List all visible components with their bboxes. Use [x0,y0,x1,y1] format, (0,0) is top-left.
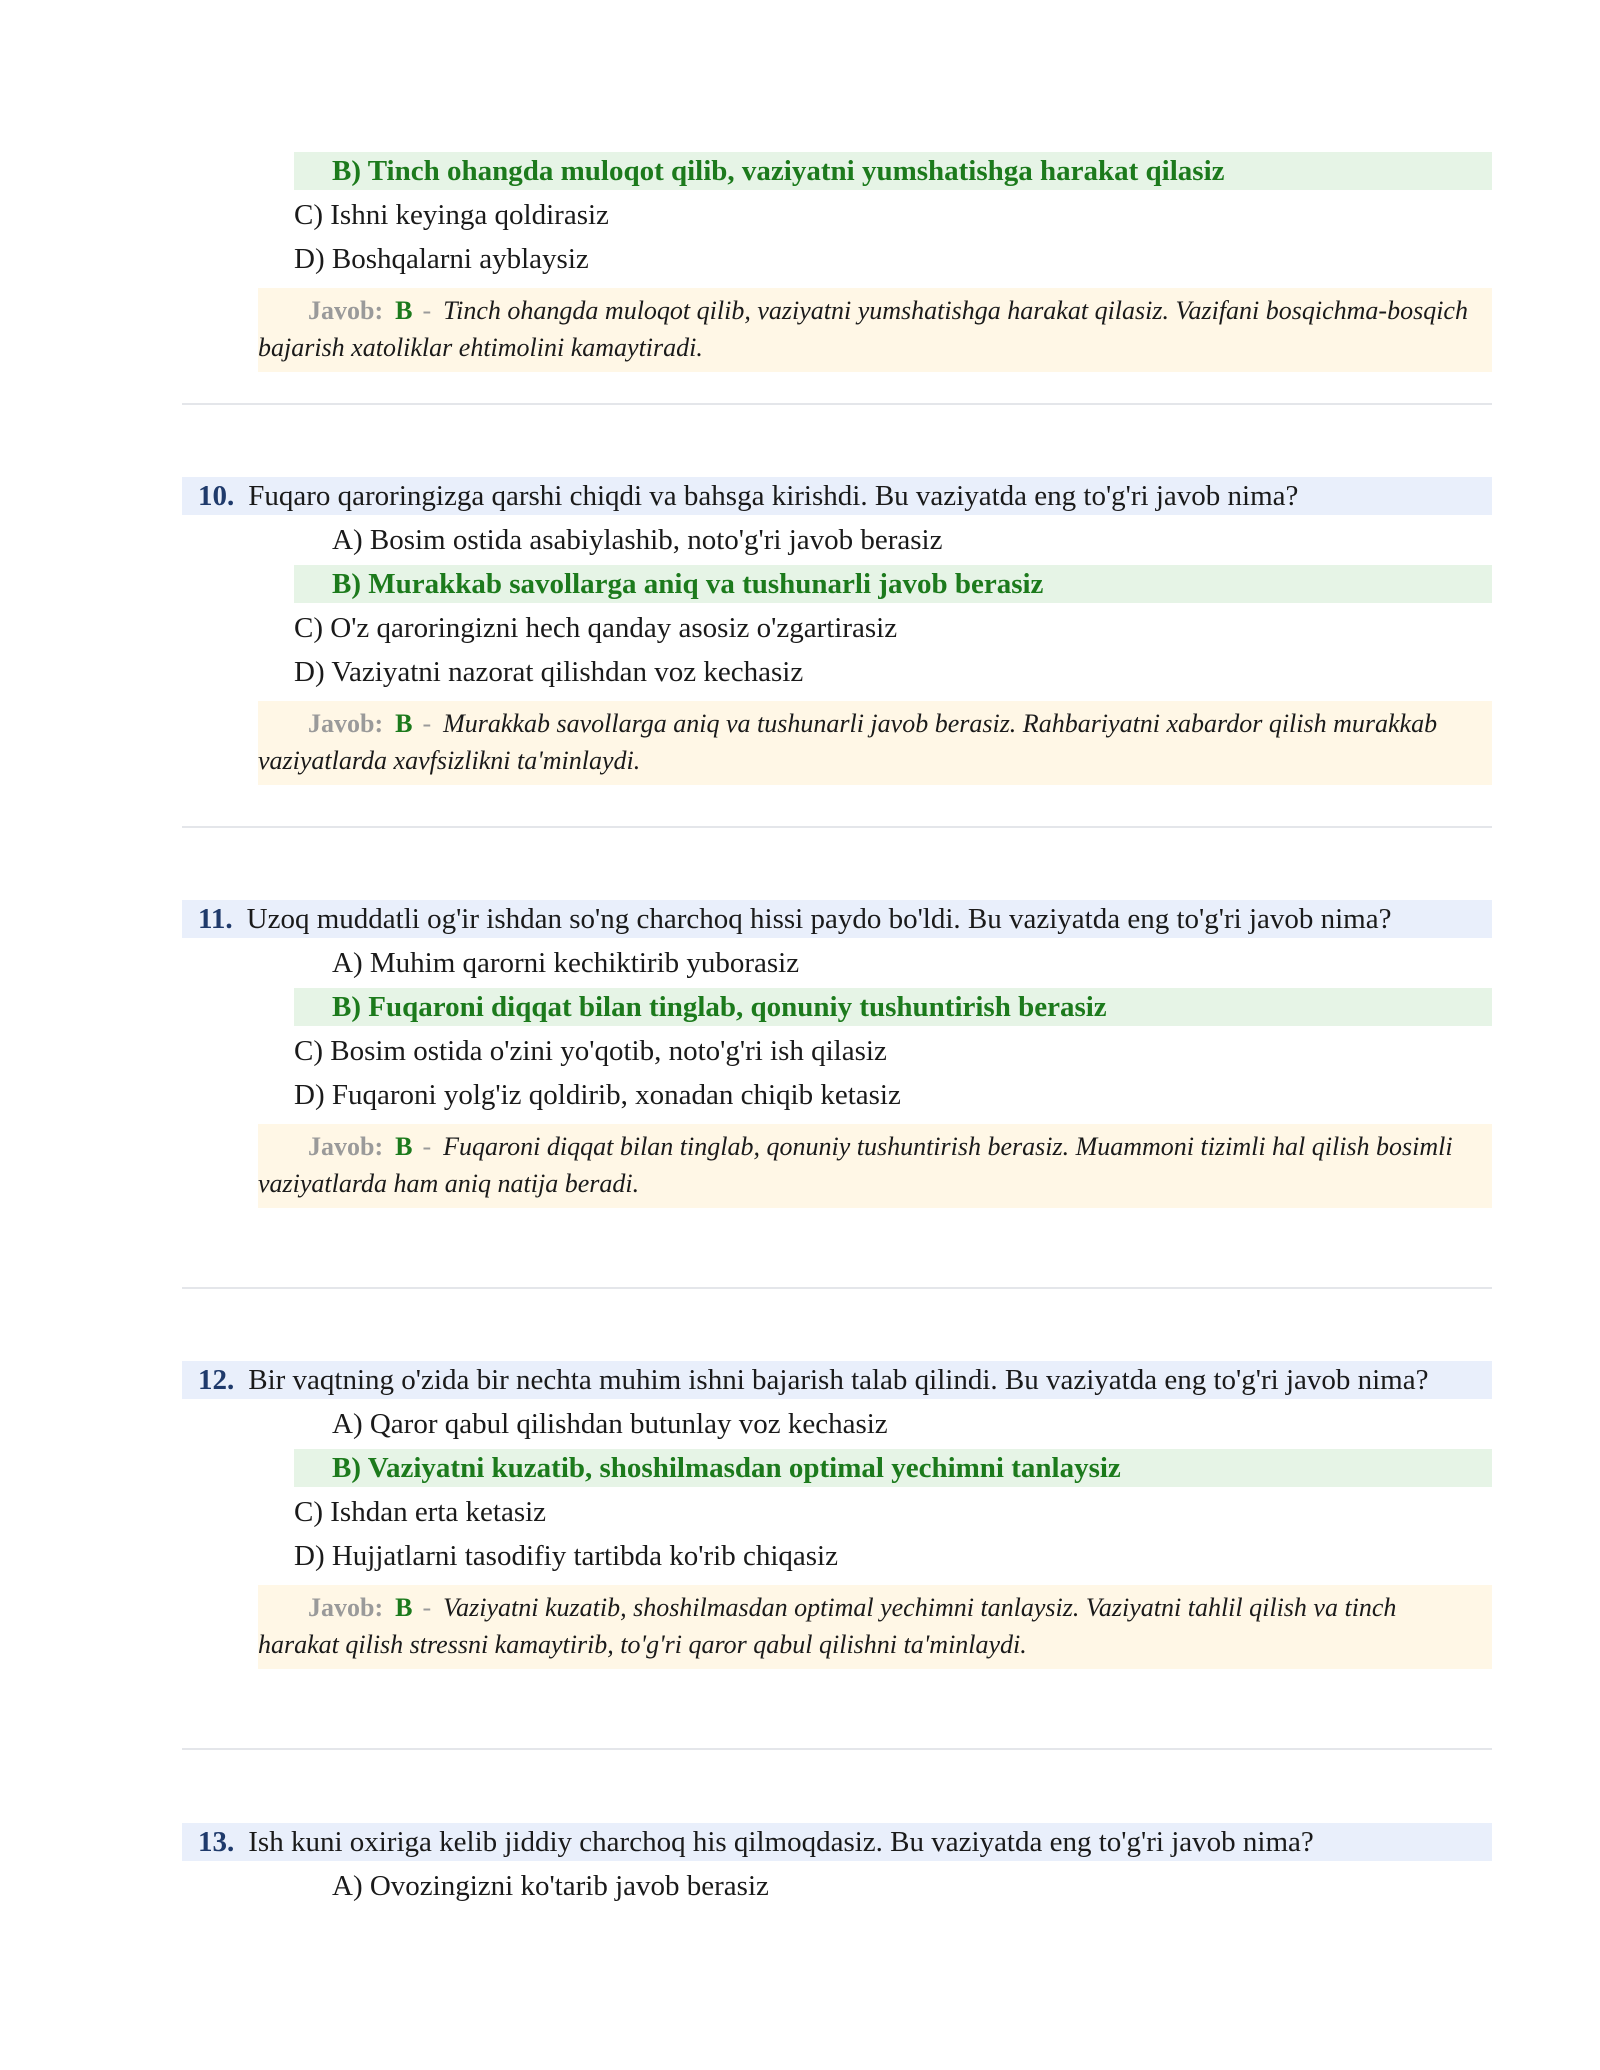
option-d: D) Fuqaroni yolg'iz qoldirib, xonadan chiqib ketasiz [294,1079,901,1111]
answer-label: Javob: [308,296,384,325]
option-b-correct: B) Vaziyatni kuzatib, shoshilmasdan optimal yechimni tanlaysiz [294,1449,1492,1487]
question-header [182,1361,1492,1399]
option-c: C) Ishni keyinga qoldirasiz [294,199,609,231]
option-d: D) Hujjatlarni tasodifiy tartibda ko'rib chiqasiz [294,1540,838,1572]
option-d: D) Boshqalarni ayblaysiz [294,243,589,275]
question-header [182,900,1492,938]
option-b-correct: B) Tinch ohangda muloqot qilib, vaziyatni yumshatishga harakat qilasiz [294,152,1492,190]
answer-explanation: Vaziyatni kuzatib, shoshilmasdan optimal yechimni tanlaysiz. Vaziyatni tahlil qilish va tinch harakat qilish stressni kamaytirib, to'g'ri qaror qabul qilishni ta'minlaydi. [258,1593,1397,1659]
question-header [182,1823,1492,1861]
option-a: A) Bosim ostida asabiylashib, noto'g'ri javob berasiz [332,524,943,556]
option-a: A) Qaror qabul qilishdan butunlay voz kechasiz [332,1408,888,1440]
answer-dash: - [422,296,432,325]
answer-box [258,1585,1492,1669]
question-11 [182,900,1492,1208]
answer-key: B [395,1593,413,1622]
divider [182,826,1492,828]
question-text: Ish kuni oxiriga kelib jiddiy charchoq his qilmoqdasiz. Bu vaziyatda eng to'g'ri javob nima? [248,1826,1314,1858]
answer-key: B [395,1132,413,1161]
answer-dash: - [422,1132,432,1161]
answer-dash: - [422,1593,432,1622]
question-number: 12. [198,1364,235,1396]
question-number: 13. [198,1826,235,1858]
answer-box [258,701,1492,785]
question-number: 11. [198,903,233,935]
question-9-fragment [182,146,1492,372]
question-13 [182,1823,1492,1905]
answer-box [258,1124,1492,1208]
question-text: Uzoq muddatli og'ir ishdan so'ng charchoq hissi paydo bo'ldi. Bu vaziyatda eng to'g'ri javob nima? [246,903,1392,935]
answer-box [258,288,1492,372]
question-text: Bir vaqtning o'zida bir nechta muhim ishni bajarish talab qilindi. Bu vaziyatda eng to'g'ri javob nima? [248,1364,1429,1396]
answer-key: B [395,709,413,738]
option-c: C) Ishdan erta ketasiz [294,1496,547,1528]
divider [182,1287,1492,1289]
divider [182,403,1492,405]
divider [182,1748,1492,1750]
answer-explanation: Tinch ohangda muloqot qilib, vaziyatni yumshatishga harakat qilasiz. Vazifani bosqichma-bosqich bajarish xatoliklar ehtimolini kamaytiradi. [258,296,1468,362]
answer-label: Javob: [308,709,384,738]
question-header [182,477,1492,515]
answer-label: Javob: [308,1132,384,1161]
answer-dash: - [422,709,432,738]
option-c: C) O'z qaroringizni hech qanday asosiz o'zgartirasiz [294,612,898,644]
answer-label: Javob: [308,1593,384,1622]
answer-explanation: Fuqaroni diqqat bilan tinglab, qonuniy tushuntirish berasiz. Muammoni tizimli hal qilish bosimli vaziyatlarda ham aniq natija beradi. [258,1132,1453,1198]
option-c: C) Bosim ostida o'zini yo'qotib, noto'g'ri ish qilasiz [294,1035,887,1067]
answer-key: B [395,296,413,325]
question-10 [182,477,1492,785]
option-d: D) Vaziyatni nazorat qilishdan voz kechasiz [294,656,804,688]
question-12 [182,1361,1492,1669]
option-a: A) Muhim qarorni kechiktirib yuborasiz [332,947,800,979]
option-a: A) Ovozingizni ko'tarib javob berasiz [332,1870,769,1902]
answer-explanation: Murakkab savollarga aniq va tushunarli javob berasiz. Rahbariyatni xabardor qilish murakkab vaziyatlarda xavfsizlikni ta'minlaydi. [258,709,1438,775]
option-b-correct: B) Murakkab savollarga aniq va tushunarli javob berasiz [294,565,1492,603]
question-number: 10. [198,480,235,512]
option-b-correct: B) Fuqaroni diqqat bilan tinglab, qonuniy tushuntirish berasiz [294,988,1492,1026]
question-text: Fuqaro qaroringizga qarshi chiqdi va bahsga kirishdi. Bu vaziyatda eng to'g'ri javob nima? [248,480,1299,512]
